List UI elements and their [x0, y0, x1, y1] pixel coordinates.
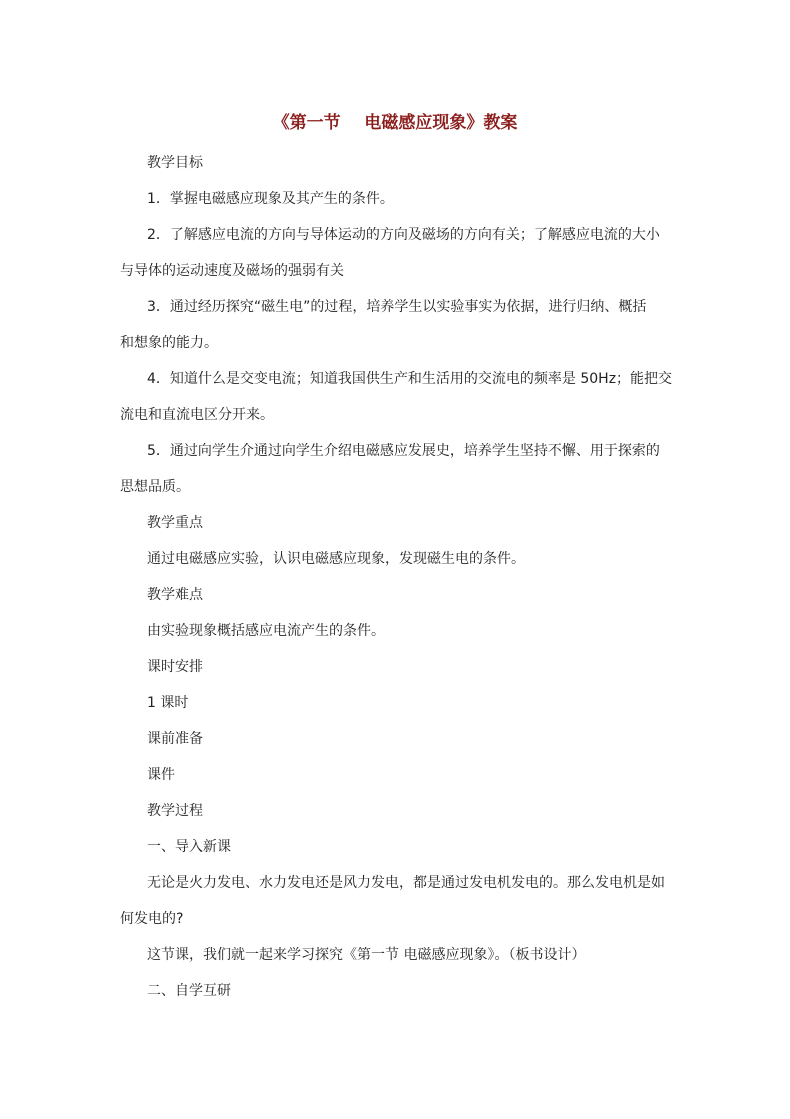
section-heading-preparation: 课前准备 — [147, 731, 203, 747]
paragraph-line: 4．知道什么是交变电流；知道我国供生产和生活用的交流电的频率是 50Hz；能把交 — [147, 371, 673, 387]
subsection-heading: 一、导入新课 — [147, 839, 231, 855]
subsection-heading: 二、自学互研 — [147, 983, 231, 999]
paragraph-line: 课件 — [147, 767, 175, 783]
paragraph-line: 这节课，我们就一起来学习探究《第一节 电磁感应现象》。（板书设计） — [147, 947, 586, 963]
paragraph-line: 3．通过经历探究“磁生电”的过程，培养学生以实验事实为依据，进行归纳、概括 — [147, 299, 647, 315]
section-heading-key-points: 教学重点 — [147, 515, 203, 531]
paragraph-line: 由实验现象概括感应电流产生的条件。 — [147, 623, 385, 639]
paragraph-line: 通过电磁感应实验，认识电磁感应现象，发现磁生电的条件。 — [147, 551, 525, 567]
section-heading-difficulties: 教学难点 — [147, 587, 203, 603]
paragraph-line: 无论是火力发电、水力发电还是风力发电，都是通过发电机发电的。那么发电机是如 — [147, 875, 665, 891]
paragraph-line: 何发电的? — [120, 911, 184, 927]
paragraph-line: 与导体的运动速度及磁场的强弱有关 — [120, 263, 344, 279]
paragraph-line: 思想品质。 — [120, 479, 190, 495]
section-heading-process: 教学过程 — [147, 803, 203, 819]
paragraph-line: 1 课时 — [147, 695, 189, 711]
paragraph-line: 流电和直流电区分开来。 — [120, 407, 274, 423]
paragraph-line: 5．通过向学生介通过向学生介绍电磁感应发展史，培养学生坚持不懈、用于探索的 — [147, 443, 660, 459]
paragraph-line: 和想象的能力。 — [120, 335, 218, 351]
section-heading-objectives: 教学目标 — [147, 155, 203, 171]
section-heading-schedule: 课时安排 — [147, 659, 203, 675]
paragraph-line: 1．掌握电磁感应现象及其产生的条件。 — [147, 191, 394, 207]
document-title: 《第一节 电磁感应现象》教案 — [272, 113, 518, 133]
paragraph-line: 2．了解感应电流的方向与导体运动的方向及磁场的方向有关；了解感应电流的大小 — [147, 227, 660, 243]
